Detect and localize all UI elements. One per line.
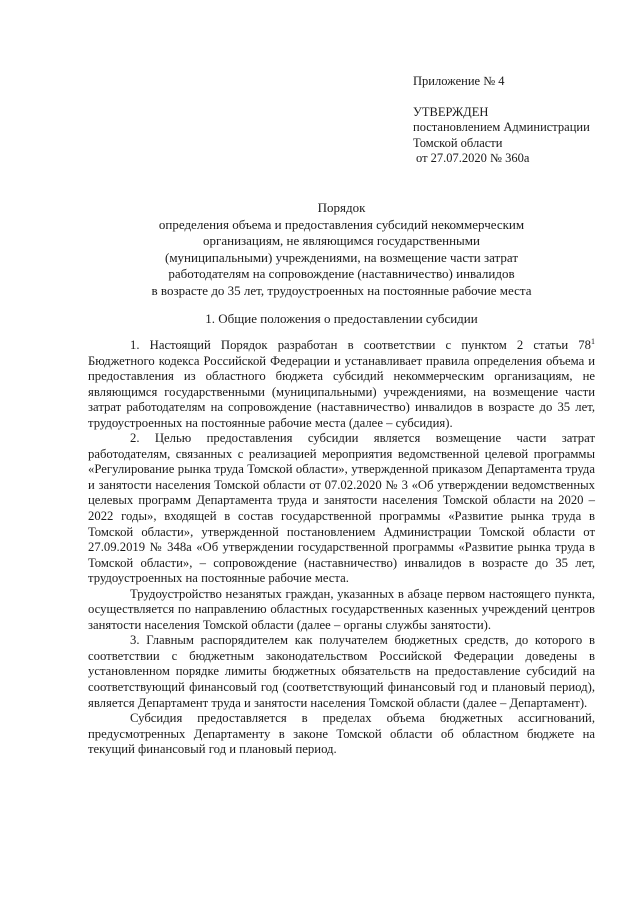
section-title: 1. Общие положения о предоставлении субсидии (205, 311, 478, 326)
paragraph-1 (88, 338, 595, 431)
paragraph-1-start: 1. Настоящий Порядок разработан в соответствии с пунктом 2 статьи 78 (130, 338, 591, 352)
paragraph-4: 3. Главным распорядителем как получателем бюджетных средств, до которого в соответствии с бюджетным законодательством Российской Федерации доведены в установленном порядке лимиты бюджетных обязательств на предоставление субсидий на соответствующий финансовый год (соответствующий финансовый год и плановый период), является Департамент труда и занятости населения Томской области (далее – Департамент). (88, 633, 595, 710)
approval-stamp (413, 74, 628, 167)
approved-by-line-1: постановлением Администрации (413, 120, 590, 134)
title-line-5: в возрасте до 35 лет, трудоустроенных на постоянные рабочие места (151, 282, 532, 298)
title-line-3: (муниципальными) учреждениями, на возмещение части затрат (164, 249, 519, 265)
annex-number: Приложение № 4 (413, 74, 505, 88)
paragraph-1-rest: Бюджетного кодекса Российской Федерации и устанавливает правила определения объема и предоставления из областного бюджета субсидий некоммерческим организациям, не являющимся государственными (муниципальными) учреждениями, на возмещение части затрат работодателям на сопровождение (наставничество) инвалидов в возрасте до 35 лет, трудоустроенных на постоянные рабочие места (далее – субсидия). (88, 353, 595, 430)
title-line-4: работодателям на сопровождение (наставничество) инвалидов (168, 266, 515, 281)
document-body (88, 338, 595, 758)
document-title (88, 200, 595, 299)
paragraph-2: 2. Целью предоставления субсидии является возмещение части затрат работодателям, связанных с реализацией мероприятия ведомственной целевой программы «Регулирование рынка труда Томской области», утвержденной приказом Департамента труда и занятости населения Томской области от 07.02.2020 № 3 «Об утверждении ведомственных целевых программ Департамента труда и занятости населения Томской области на 2020 – 2022 годы», входящей в состав государственной программы «Развитие рынка труда в Томской области», утвержденной постановлением Администрации Томской области от 27.09.2019 № 348а «Об утверждении государственной программы «Развитие рынка труда в Томской области», – сопровождение (наставничество) инвалидов в возрасте до 35 лет, трудоустроенных на постоянные рабочие места. (88, 431, 595, 586)
approval-date: от 27.07.2020 № 360а (416, 151, 530, 165)
approved-by-line-2: Томской области (413, 135, 503, 150)
approved-heading: УТВЕРЖДЕН (413, 104, 489, 119)
title-main: Порядок (317, 200, 366, 215)
article-superscript: 1 (591, 337, 595, 346)
paragraph-3: Трудоустройство незанятых граждан, указанных в абзаце первом настоящего пункта, осуществляется по направлению областных государственных казенных учреждений центров занятости населения Томской области (далее – органы службы занятости). (88, 586, 595, 632)
paragraph-5: Субсидия предоставляется в пределах объема бюджетных ассигнований, предусмотренных Департаменту в законе Томской области об областном бюджете на текущий финансовый год и плановый период. (88, 711, 595, 757)
title-line-1: определения объема и предоставления субсидий некоммерческим (158, 216, 525, 232)
title-line-2: организациям, не являющимся государственными (203, 233, 480, 248)
